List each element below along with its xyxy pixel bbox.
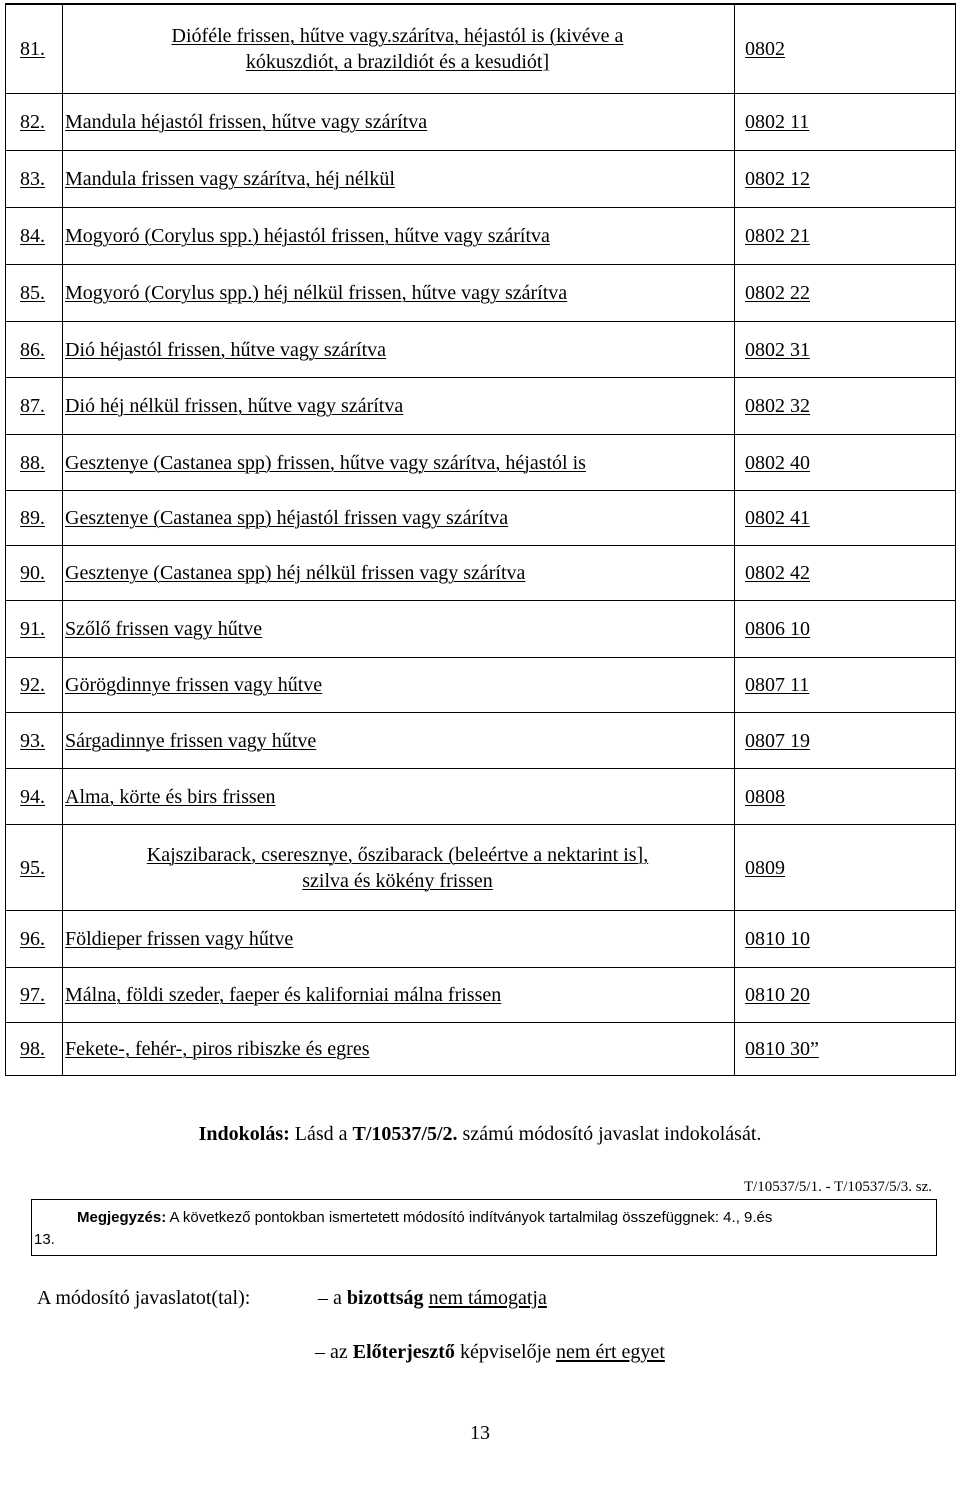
row-number: 98.: [20, 1038, 45, 1060]
row-number: 96.: [20, 928, 45, 950]
row-code: 0802 21: [745, 225, 810, 247]
row-number: 84.: [20, 225, 45, 247]
row-number: 97.: [20, 984, 45, 1006]
proposer-word: Előterjesztő: [352, 1341, 455, 1363]
document-reference: T/10537/5/1. - T/10537/5/3. sz.: [743, 1179, 932, 1195]
row-code: 0808: [745, 785, 785, 808]
row-description: Mogyoró (Corylus spp.) héjastól frissen, hűtve vagy szárítva: [65, 225, 550, 247]
table-row: [6, 600, 955, 657]
row-description: Görögdinnye frissen vagy hűtve: [65, 674, 323, 696]
row-code: 0806 10: [745, 618, 810, 640]
table-row: [6, 434, 955, 490]
decision-prefix: – a: [318, 1287, 342, 1309]
row-number: 90.: [20, 562, 45, 584]
row-number: 85.: [20, 282, 45, 304]
row-code: 0810 10: [745, 928, 810, 950]
row-number: 95.: [20, 856, 45, 879]
table-row: [6, 377, 955, 434]
table-row: [6, 150, 955, 207]
row-code: 0802 32: [745, 395, 810, 417]
row-number: 87.: [20, 395, 45, 417]
row-number: 89.: [20, 507, 45, 529]
row-code: 0809: [745, 856, 785, 879]
row-description: Gesztenye (Castanea spp) frissen, hűtve vagy szárítva, héjastól is: [65, 451, 586, 474]
row-code: 0802 22: [745, 282, 810, 304]
table-row: [6, 545, 955, 600]
table-row: [6, 321, 955, 377]
table-row: [6, 657, 955, 712]
row-number: 92.: [20, 674, 45, 696]
table-row: [6, 4, 955, 93]
justification-text: Lásd a: [294, 1123, 348, 1145]
row-code: 0802 40: [745, 451, 810, 474]
committee-decision: [318, 1287, 547, 1310]
row-description: Gesztenye (Castanea spp) héj nélkül frissen vagy szárítva: [65, 562, 526, 584]
row-description: Alma, körte és birs frissen: [65, 785, 276, 808]
row-code: 0802 42: [745, 562, 810, 584]
decision-text: képviselője: [459, 1341, 552, 1363]
proposal-label: A módosító javaslatot(tal):: [37, 1287, 251, 1309]
row-number: 81.: [20, 38, 45, 60]
decision-verdict: nem ért egyet: [556, 1341, 665, 1363]
table-row: [6, 910, 955, 967]
note-label: Megjegyzés:: [77, 1209, 167, 1226]
committee-word: bizottság: [346, 1287, 424, 1309]
row-code: 0802: [745, 38, 785, 60]
row-description: Málna, földi szeder, faeper és kaliforniai málna frissen: [65, 984, 502, 1006]
row-description: Dió héjastól frissen, hűtve vagy szárítva: [65, 338, 387, 361]
table-row: [6, 93, 955, 150]
justification-label: Indokolás:: [198, 1123, 290, 1145]
note-text: A következő pontokban ismertetett módosító indítványok tartalmilag összefüggnek: 4., 9.és: [169, 1209, 773, 1226]
table-row: [6, 712, 955, 768]
decision-prefix: – az: [315, 1341, 348, 1363]
row-description: Földieper frissen vagy hűtve: [65, 928, 294, 950]
row-code: 0810 20: [745, 984, 810, 1006]
table-row: [6, 490, 955, 545]
row-description: Mandula frissen vagy szárítva, héj nélkül: [65, 168, 395, 190]
row-description: Szőlő frissen vagy hűtve: [65, 618, 263, 640]
table-row: [6, 967, 955, 1022]
justification-line: [0, 1123, 960, 1146]
row-code: 0807 11: [745, 674, 810, 696]
proposer-decision: [315, 1341, 665, 1364]
justification-ref: T/10537/5/2.: [352, 1123, 458, 1145]
table-row: [6, 1022, 955, 1075]
row-description: Kajszibarack, cseresznye, őszibarack (beleértve a nektarint is], szilva és kökény frissen: [146, 843, 649, 892]
table-row: [6, 824, 955, 910]
justification-text-end: számú módosító javaslat indokolását.: [462, 1123, 762, 1145]
row-number: 88.: [20, 451, 45, 474]
row-code: 0810 30”: [745, 1038, 819, 1060]
row-number: 83.: [20, 168, 45, 190]
note-line-2: 13.: [34, 1231, 55, 1248]
row-description: Mandula héjastól frissen, hűtve vagy szárítva: [65, 111, 428, 133]
decision-verdict: nem támogatja: [428, 1287, 547, 1309]
row-code: 0802 11: [745, 111, 810, 133]
row-code: 0802 31: [745, 338, 810, 361]
row-number: 93.: [20, 729, 45, 752]
table-row: [6, 264, 955, 321]
row-code: 0802 41: [745, 507, 810, 529]
row-description: Fekete-, fehér-, piros ribiszke és egres: [65, 1038, 370, 1060]
row-number: 86.: [20, 338, 45, 361]
row-description: Gesztenye (Castanea spp) héjastól frissen vagy szárítva: [65, 507, 509, 529]
row-description: Mogyoró (Corylus spp.) héj nélkül frissen, hűtve vagy szárítva: [65, 282, 568, 304]
row-code: 0807 19: [745, 729, 810, 752]
row-number: 94.: [20, 785, 45, 808]
table-row: [6, 768, 955, 824]
row-description: Sárgadinnye frissen vagy hűtve: [65, 729, 317, 752]
table-row: [6, 207, 955, 264]
row-number: 82.: [20, 111, 45, 133]
row-number: 91.: [20, 618, 45, 640]
page-number: 13: [470, 1422, 490, 1444]
row-description: Dióféle frissen, hűtve vagy.szárítva, héjastól is (kivéve a kókuszdiót, a brazildiót és a kesudiót]: [171, 25, 624, 73]
amendment-table: [5, 3, 956, 1076]
note-box: [31, 1199, 937, 1256]
row-code: 0802 12: [745, 168, 810, 190]
row-description: Dió héj nélkül frissen, hűtve vagy szárítva: [65, 395, 404, 417]
note-line-1: [77, 1209, 772, 1226]
